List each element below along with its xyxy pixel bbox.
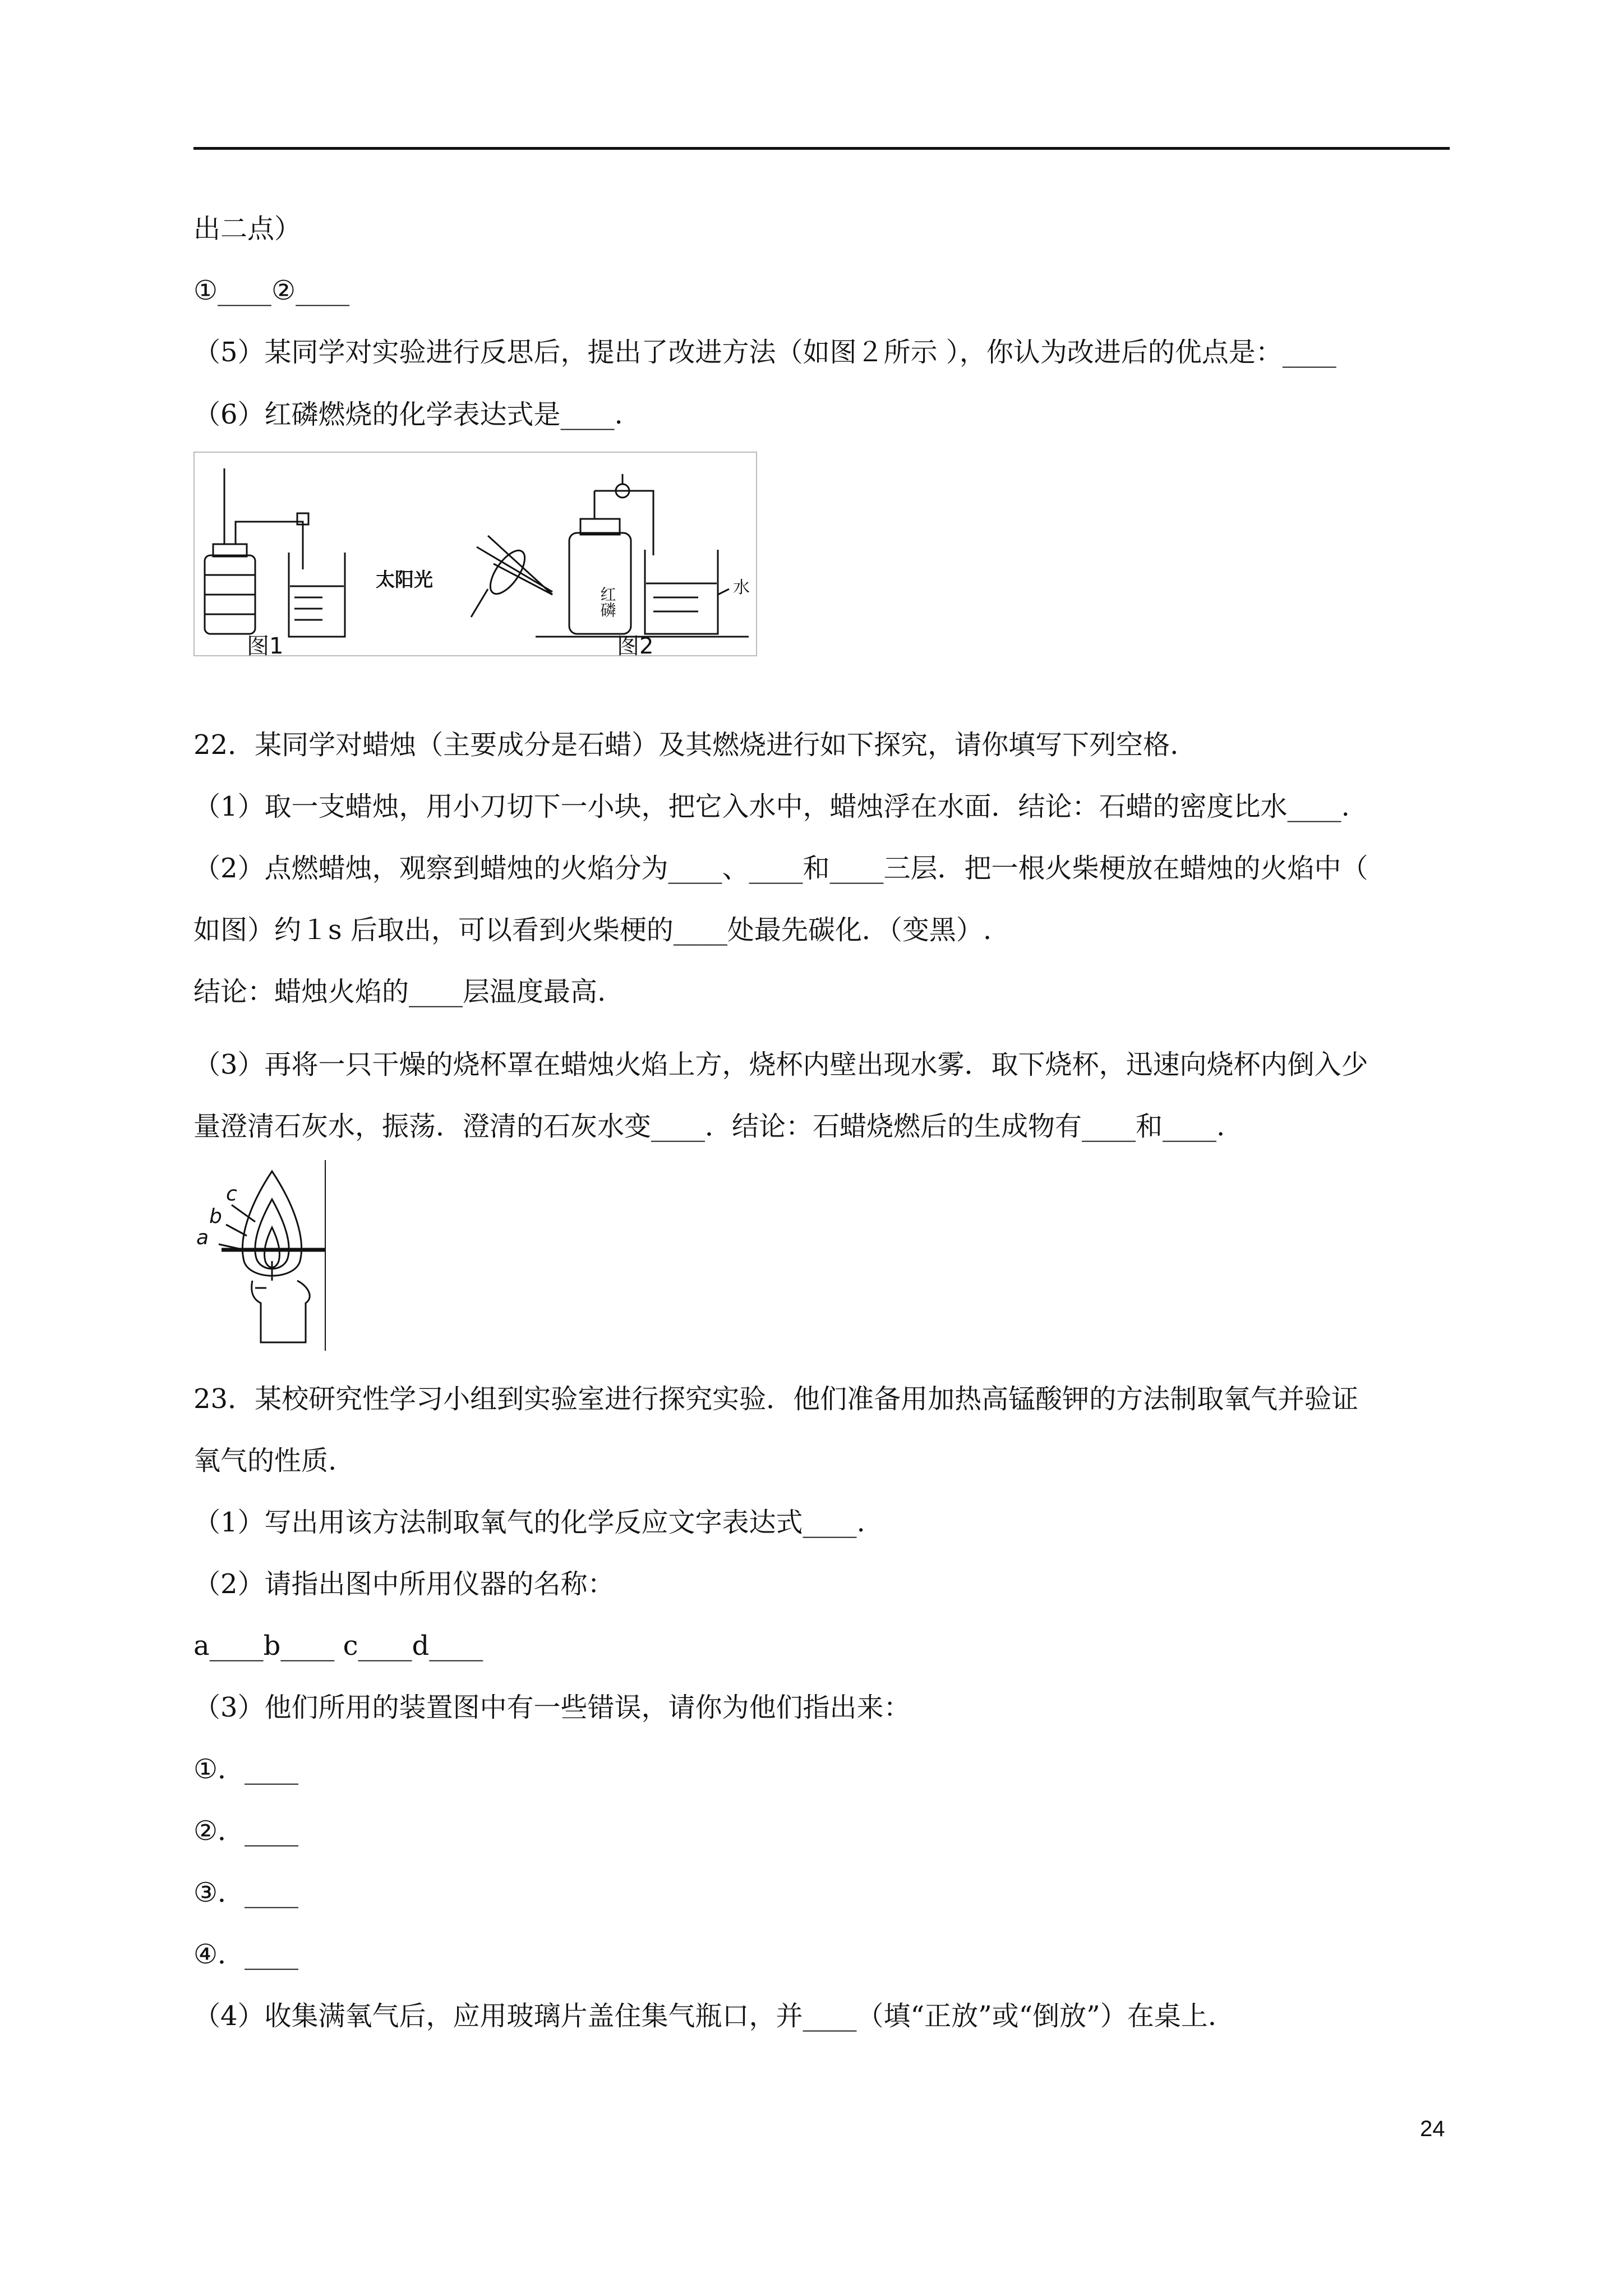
- text-line: （1）取一支蜡烛，用小刀切下一小块，把它入水中，蜡烛浮在水面．结论：石蜡的密度比水____.: [193, 791, 1350, 822]
- flame-label-a: a: [196, 1226, 209, 1249]
- candle-flame-figure: [193, 1160, 331, 1351]
- text-line: （3）再将一只干燥的烧杯罩在蜡烛火焰上方，烧杯内壁出现水雾．取下烧杯，迅速向烧杯内倒入少: [193, 1049, 1368, 1080]
- text-line: 出二点）: [193, 213, 302, 245]
- text-line: （4）收集满氧气后，应用玻璃片盖住集气瓶口，并____（填“正放”或“倒放”）在桌上.: [193, 2000, 1216, 2032]
- text-line: （1）写出用该方法制取氧气的化学反应文字表达式____.: [193, 1507, 865, 1538]
- text-line: （3）他们所用的装置图中有一些错误，请你为他们指出来：: [193, 1692, 911, 1723]
- text-line: ③．____: [193, 1877, 299, 1908]
- text-line: ①____②____: [193, 275, 350, 306]
- text-line: ①．____: [193, 1754, 299, 1785]
- text-line: 量澄清石灰水，振荡．澄清的石灰水变____．结论：石蜡烧燃后的生成物有____和____.: [193, 1111, 1225, 1142]
- text-line: （2）请指出图中所用仪器的名称：: [193, 1568, 615, 1600]
- flame-label-b: b: [209, 1205, 222, 1228]
- water-label: 水: [733, 578, 750, 597]
- sun-label: 太阳光: [376, 569, 433, 591]
- text-line: （2）点燃蜡烛，观察到蜡烛的火焰分为____、____和____三层．把一根火柴梗放在蜡烛的火焰中（: [193, 853, 1368, 884]
- red-phosphorus-label: 红磷: [598, 586, 617, 618]
- text-line: ④．____: [193, 1939, 299, 1970]
- fig1-label: 图1: [247, 633, 284, 656]
- fig2-label: 图2: [617, 633, 654, 656]
- text-line: 如图）约１s 后取出，可以看到火柴梗的____处最先碳化．（变黑）.: [193, 914, 992, 946]
- text-line: 氧气的性质.: [193, 1445, 337, 1476]
- text-line: ②．____: [193, 1815, 299, 1847]
- page-number: 24: [1420, 2116, 1445, 2141]
- apparatus-figure: [193, 452, 757, 656]
- text-line: a____b____ c____d____: [193, 1630, 483, 1662]
- text-line: （6）红磷燃烧的化学表达式是____.: [193, 399, 623, 430]
- text-line: 23．某校研究性学习小组到实验室进行探究实验．他们准备用加热高锰酸钾的方法制取氧气并验证: [193, 1383, 1359, 1415]
- text-line: 22．某同学对蜡烛（主要成分是石蜡）及其燃烧进行如下探究，请你填写下列空格.: [193, 729, 1179, 761]
- text-line: （5）某同学对实验进行反思后，提出了改进方法（如图２所示 ），你认为改进后的优点是：____: [193, 337, 1336, 368]
- header-rule: [193, 147, 1450, 150]
- flame-label-c: c: [226, 1182, 237, 1205]
- text-line: 结论：蜡烛火焰的____层温度最高.: [193, 976, 606, 1007]
